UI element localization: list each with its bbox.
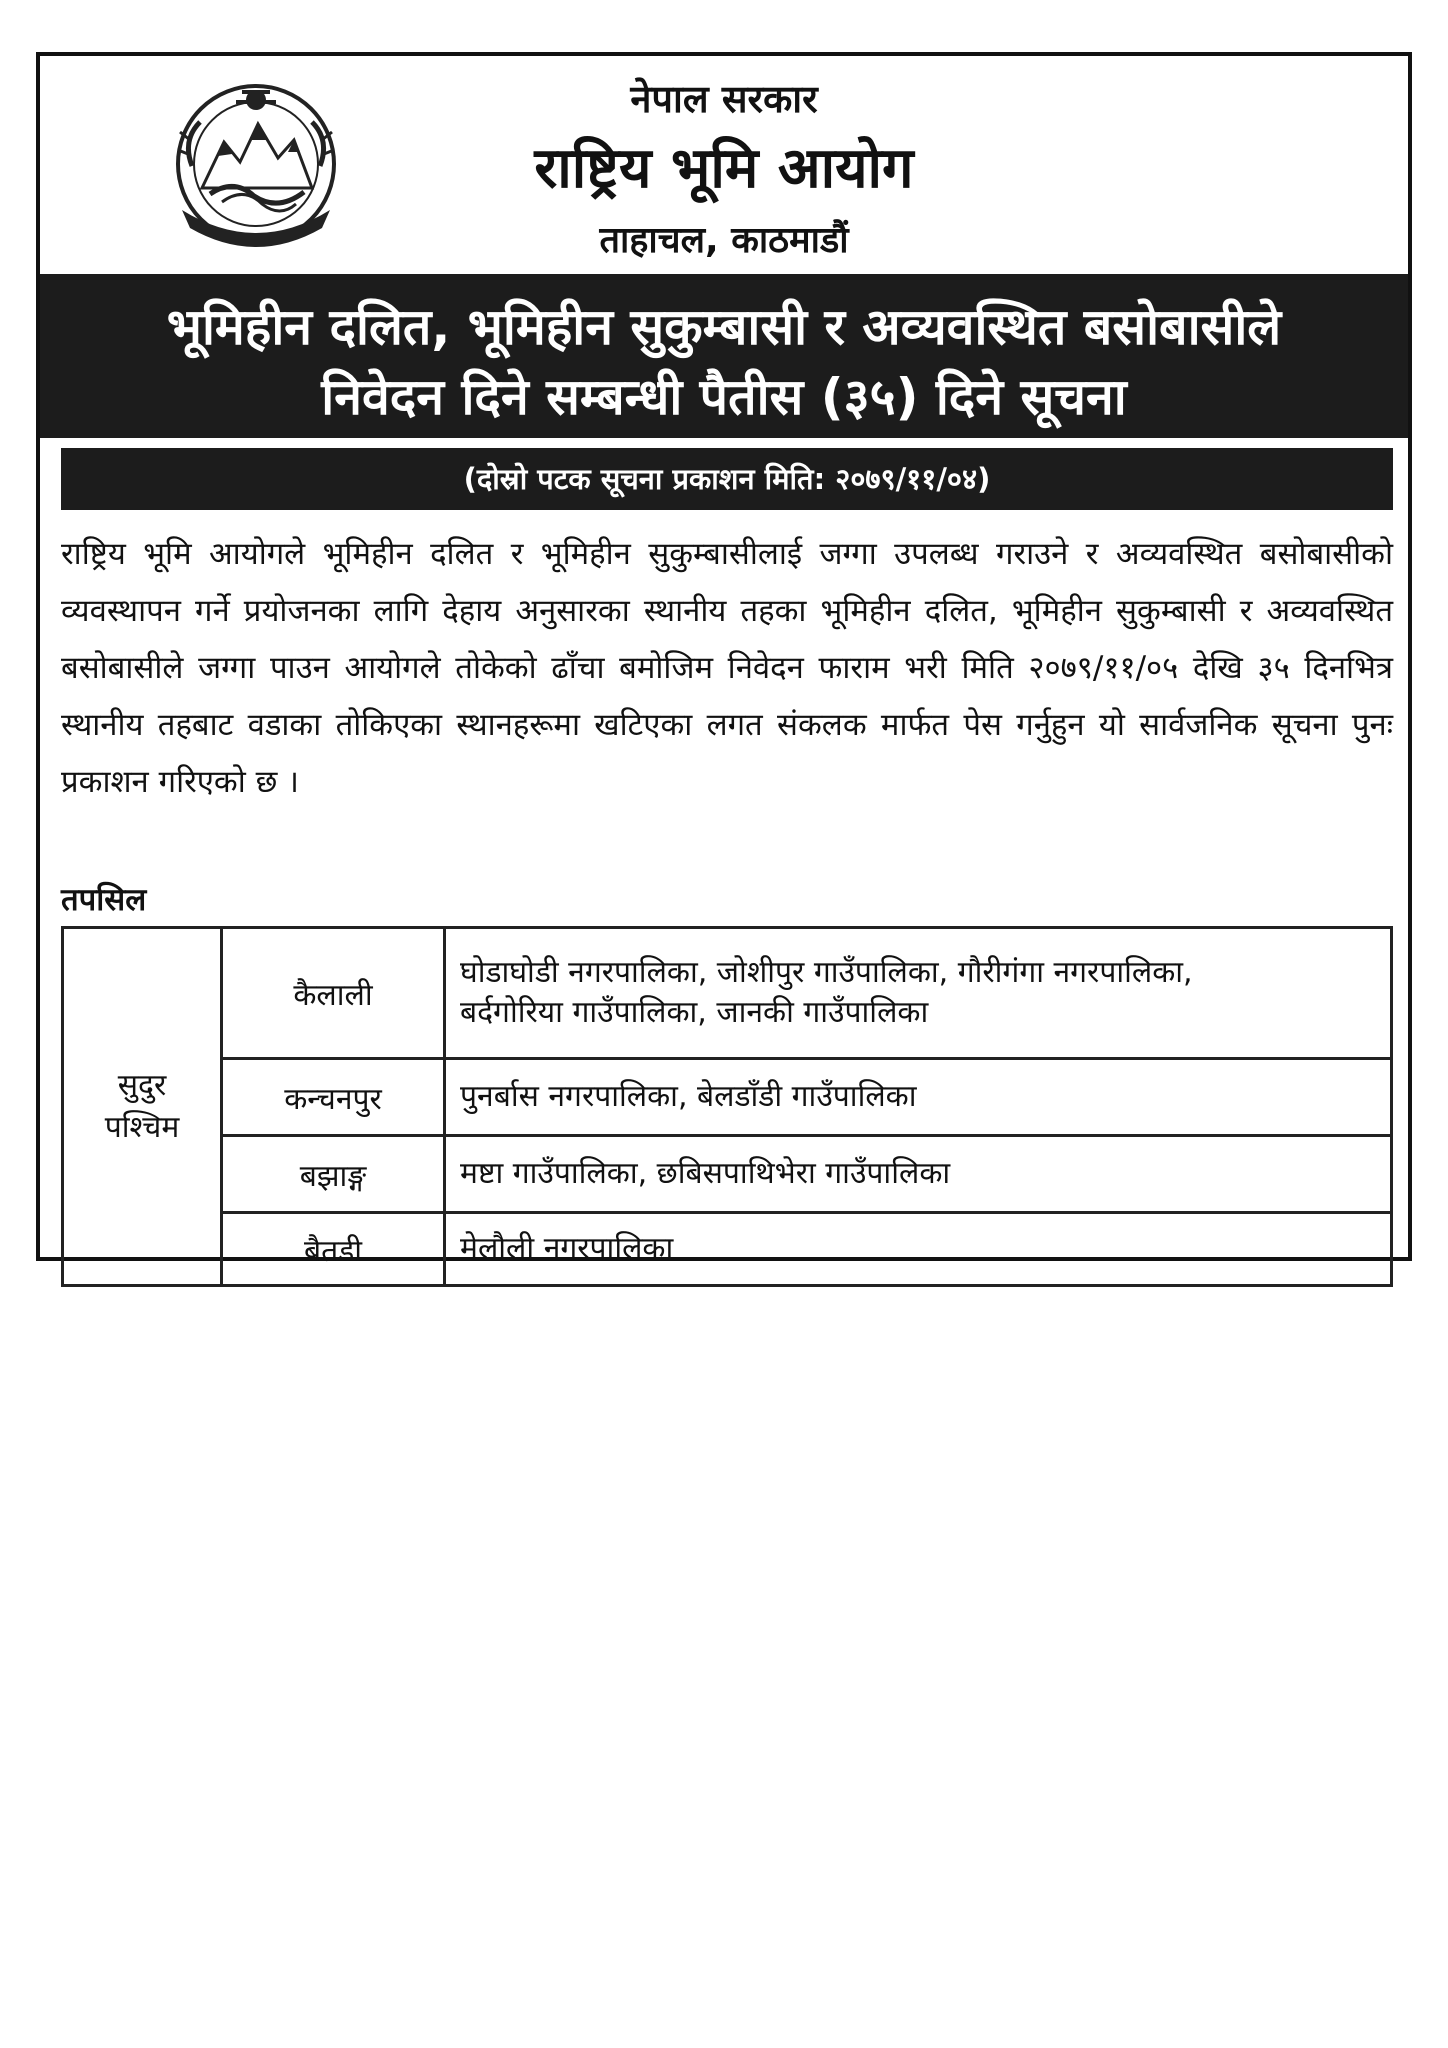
district-cell: बैतडी — [222, 1213, 445, 1286]
annex-label: तपसिल — [61, 882, 147, 918]
province-name-line-2: पश्चिम — [104, 1109, 180, 1145]
annex-table — [61, 926, 1393, 1287]
district-cell: बझाङ्ग — [222, 1136, 445, 1213]
organization-name: राष्ट्रिय भूमि आयोग — [534, 136, 914, 201]
table-row — [63, 1213, 1392, 1286]
notice-body: राष्ट्रिय भूमि आयोगले भूमिहीन दलित र भूमिहीन सुकुम्बासीलाई जग्गा उपलब्ध गराउने र अव्यवस्थित बसोबासीको व्यवस्थापन गर्ने प्रयोजनका लागि देहाय अनुसारका स्थानीय तहका भूमिहीन दलित, भूमिहीन सुकुम्बासी र अव्यवस्थित बसोबासीले जग्गा पाउन आयोगले तोकेको ढाँचा बमोजिम निवेदन फाराम भरी मिति २०७९/११/०५ देखि ३५ दिनभित्र स्थानीय तहबाट वडाका तोकिएका स्थानहरूमा खटिएका लगत संकलक मार्फत पेस गर्नुहुन यो सार्वजनिक सूचना पुनः प्रकाशन गरिएको छ । — [61, 536, 1393, 800]
notice-title-banner — [40, 274, 1408, 438]
province-cell — [63, 928, 222, 1286]
table-row — [63, 928, 1392, 1059]
district-cell: कन्चनपुर — [222, 1059, 445, 1136]
organization-location: ताहाचल, काठमाडौं — [599, 220, 849, 261]
local-levels-line: घोडाघोडी नगरपालिका, जोशीपुर गाउँपालिका, गौरीगंगा नगरपालिका, — [460, 955, 1193, 990]
notice-header — [40, 56, 1408, 274]
local-levels-cell: पुनर्बास नगरपालिका, बेलडाँडी गाउँपालिका — [445, 1059, 1392, 1136]
notice-title-line-2: निवेदन दिने सम्बन्धी पैतीस (३५) दिने सूचना — [321, 368, 1127, 426]
government-name: नेपाल सरकार — [630, 77, 818, 121]
public-notice — [36, 52, 1412, 1269]
table-row — [63, 1136, 1392, 1213]
notice-title-line-1: भूमिहीन दलित, भूमिहीन सुकुम्बासी र अव्यवस्थित बसोबासीले — [166, 298, 1282, 356]
district-cell: कैलाली — [222, 928, 445, 1059]
table-row — [63, 1059, 1392, 1136]
publication-date-bar: (दोस्रो पटक सूचना प्रकाशन मिति: २०७९/११/०४) — [61, 448, 1393, 510]
local-levels-line: बर्दगोरिया गाउँपालिका, जानकी गाउँपालिका — [460, 995, 929, 1030]
local-levels-cell — [445, 928, 1392, 1059]
province-name-line-1: सुदुर — [117, 1067, 167, 1103]
local-levels-cell: मष्टा गाउँपालिका, छबिसपाथिभेरा गाउँपालिका — [445, 1136, 1392, 1213]
local-levels-cell: मेलौली नगरपालिका — [445, 1213, 1392, 1286]
